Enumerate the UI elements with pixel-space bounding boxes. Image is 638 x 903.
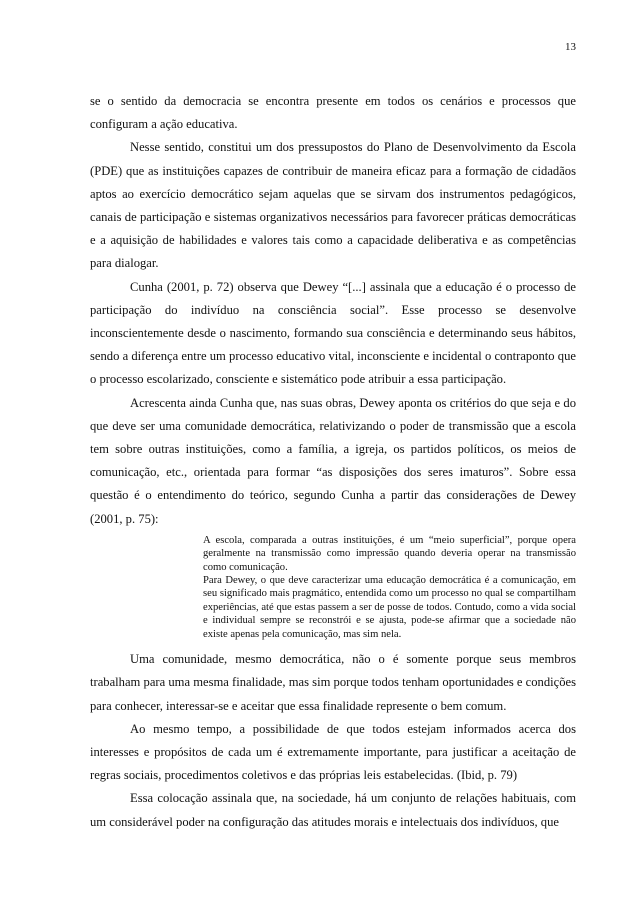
paragraph-uma-comunidade: Uma comunidade, mesmo democrática, não o é somente porque seus membros trabalham para uma mesma finalidade, mas sim porque todos tenham oportunidades e condições para conhecer, interessar-se e aceitar que essa finalidade represente o bem comum. bbox=[90, 652, 576, 713]
paragraph-cunha-dewey: Cunha (2001, p. 72) observa que Dewey “[...] assinala que a educação é o processo de participação do indivíduo na consciência social”. Esse processo se desenvolve inconscientemente desde o nascimento, formando sua consciência e determinando seus hábitos, sendo a diferença entre um processo educativo vital, inconsciente e incidental o contraponto que o processo escolarizado, consciente e sistemático pode atribuir a essa participação. bbox=[90, 279, 576, 387]
quote-paragraph: Para Dewey, o que deve caracterizar uma educação democrática é a comunicação, em seu significado mais pragmático, entendida como um processo no qual se compartilham experiências, até que estas passem a ser de posse de todos. Contudo, como a vida social e individual sempre se reconstrói e se ajusta, pode-se afirmar que a sociedade não existe apenas pela comunicação, mas sim nela. bbox=[203, 575, 576, 640]
document-body bbox=[90, 90, 576, 834]
paragraph-pde: Nesse sentido, constitui um dos pressupostos do Plano de Desenvolvimento da Escola (PDE) que as instituições capazes de contribuir de maneira eficaz para a formação de cidadãos aptos ao exercício democrático sejam aquelas que se sirvam dos instrumentos pedagógicos, canais de participação e sistemas organizativos necessários para favorecer práticas democráticas e a aquisição de habilidades e valores tais como a capacidade deliberativa e as competências para dialogar. bbox=[90, 140, 576, 271]
block-quote bbox=[203, 534, 576, 641]
paragraph-continuation: se o sentido da democracia se encontra presente em todos os cenários e processos que configuram a ação educativa. bbox=[90, 94, 576, 132]
paragraph-essa-colocacao: Essa colocação assinala que, na sociedade, há um conjunto de relações habituais, com um considerável poder na configuração das atitudes morais e intelectuais dos indivíduos, que bbox=[90, 791, 576, 829]
page-number: 13 bbox=[565, 41, 576, 53]
quote-paragraph: A escola, comparada a outras instituições, é um “meio superficial”, porque opera geralmente na transmissão como impressão quando deveria operar na transmissão como comunicação. bbox=[203, 534, 576, 573]
paragraph-comunidade-democratica: Acrescenta ainda Cunha que, nas suas obras, Dewey aponta os critérios do que seja e do que deve ser uma comunidade democrática, relativizando o poder de transmissão que a escola tem sobre outras instituições, como a família, a igreja, os partidos políticos, os meios de comunicação, etc., orientada para formar “as disposições dos seres imaturos”. Sobre essa questão é o entendimento do teórico, segundo Cunha a partir das considerações de Dewey (2001, p. 75): bbox=[90, 395, 576, 526]
paragraph-ao-mesmo-tempo: Ao mesmo tempo, a possibilidade de que todos estejam informados acerca dos interesses e propósitos de cada um é extremamente importante, para justificar a aceitação de regras sociais, procedimentos coletivos e das próprias leis estabelecidas. (Ibid, p. 79) bbox=[90, 721, 576, 783]
